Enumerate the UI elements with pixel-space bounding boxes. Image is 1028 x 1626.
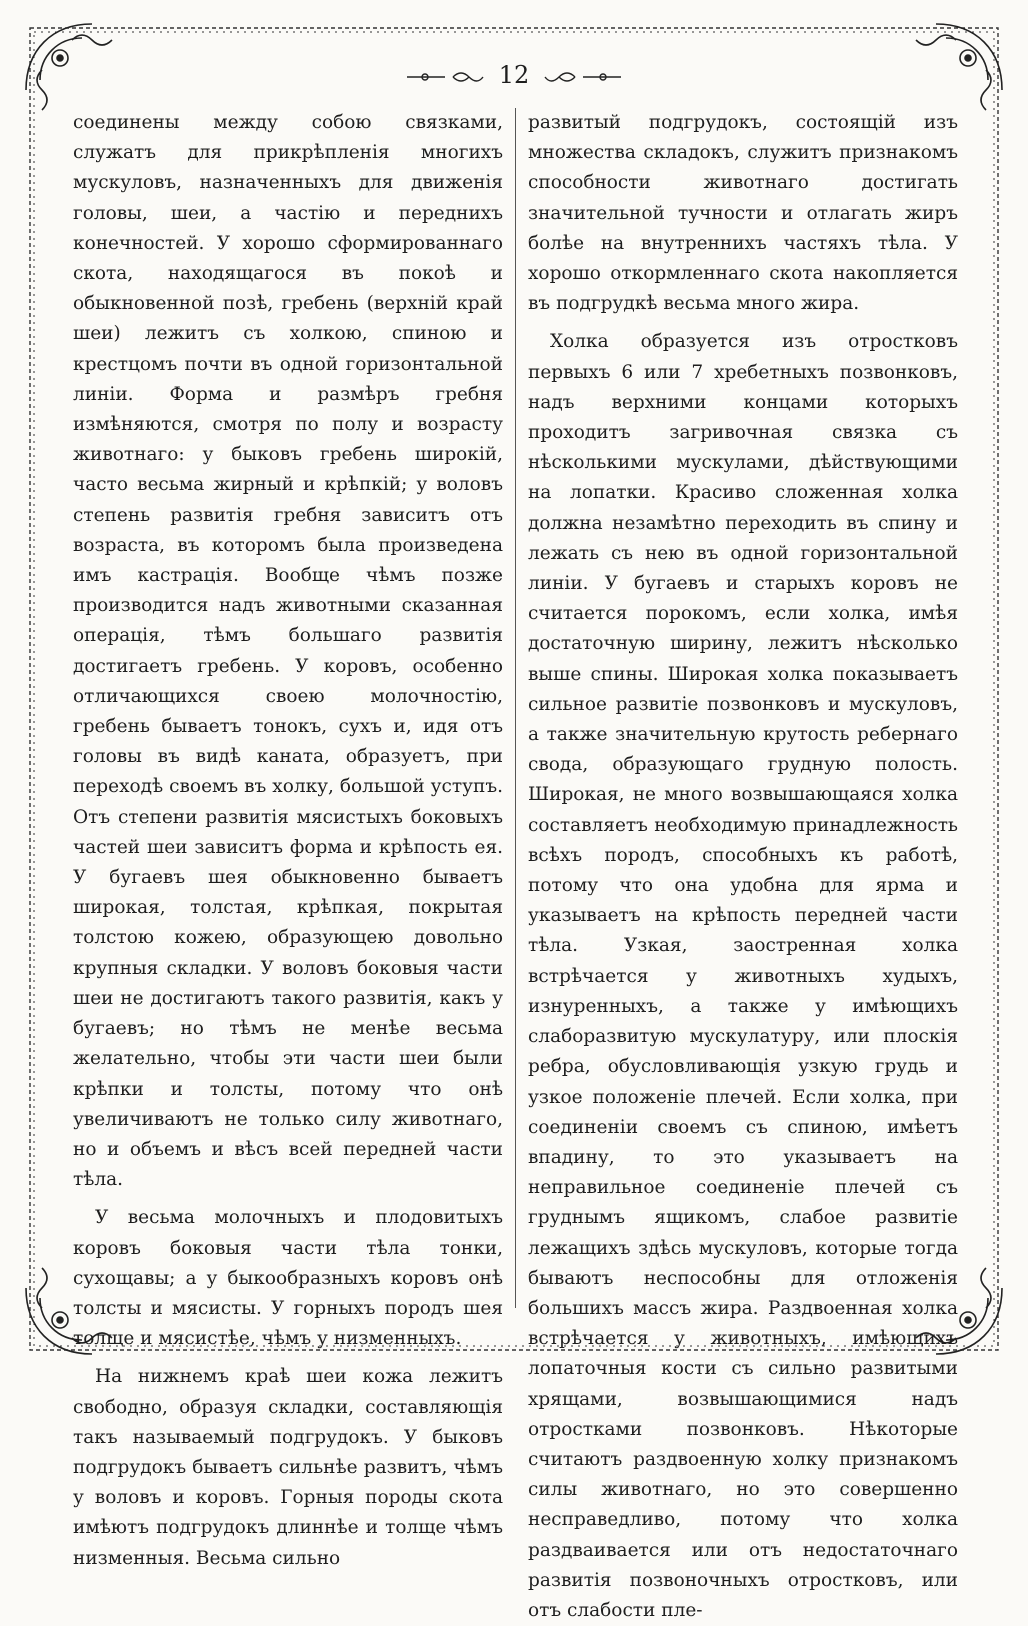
left-column xyxy=(73,108,503,1574)
paragraph: соединены между собою связками, служатъ для прикрѣпленія многихъ мускуловъ, назначенныхъ для движенія головы, шеи, а частію и переднихъ конечностей. У хорошо сформированнаго скота, находящагося въ покоѣ и обыкновенной позѣ, гребень (верхній край шеи) лежитъ съ холкою, спиною и крестцомъ почти въ одной горизонтальной линіи. Форма и размѣръ гребня измѣняются, смотря по полу и возрасту животнаго: у быковъ гребень широкій, часто весьма жирный и крѣпкій; у воловъ степень развитія гребня зависитъ отъ возраста, въ которомъ была произведена имъ кастрація. Вообще чѣмъ позже производится надъ животными сказанная операція, тѣмъ большаго развитія достигаетъ гребень. У коровъ, особенно отличающихся своею молочностію, гребень бываетъ тонокъ, сухъ и, идя отъ головы въ видѣ каната, образуетъ, при переходѣ своемъ въ холку, большой уступъ. Отъ степени развитія мясистыхъ боковыхъ частей шеи зависитъ форма и крѣпость ея. У бугаевъ шея обыкновенно бываетъ широкая, толстая, крѣпкая, покрытая толстою кожею, образующею довольно крупныя складки. У воловъ боковыя части шеи не достигаютъ такого развитія, какъ у бугаевъ; но тѣмъ не менѣе весьма желательно, чтобы эти части шеи были крѣпки и толсты, потому что онѣ увеличиваютъ не только силу животнаго, но и объемъ и вѣсъ всей передней части тѣла. xyxy=(73,112,503,1191)
paragraph: развитый подгрудокъ, состоящій изъ множества складокъ, служитъ признакомъ способности животнаго достигать значительной тучности и отлагать жиръ болѣе на внутреннихъ частяхъ тѣла. У хорошо откормленнаго скота накопляется въ подгрудкѣ весьма много жира. xyxy=(528,112,958,315)
flourish-left-icon xyxy=(405,69,485,85)
paragraph: У весьма молочныхъ и плодовитыхъ коровъ боковыя части тѣла тонки, сухощавы; а у быкообразныхъ коровъ онѣ толсты и мясисты. У горныхъ породъ шея толще и мясистѣе, чѣмъ у низменныхъ. xyxy=(73,1207,503,1350)
column-divider xyxy=(515,108,516,1308)
right-column xyxy=(528,108,958,1626)
paragraph: На нижнемъ краѣ шеи кожа лежитъ свободно, образуя складки, составляющія такъ называемый подгрудокъ. У быковъ подгрудокъ бываетъ сильнѣе развитъ, чѣмъ у воловъ и коровъ. Горныя породы скота имѣютъ подгрудокъ длиннѣе и толще чѣмъ низменныя. Весьма сильно xyxy=(73,1366,503,1569)
flourish-right-icon xyxy=(543,69,623,85)
page-number-header xyxy=(0,60,1028,90)
paragraph: Холка образуется изъ отростковъ первыхъ 6 или 7 хребетныхъ позвонковъ, надъ верхними концами которыхъ проходитъ загривочная связка съ нѣсколькими мускулами, дѣйствующими на лопатки. Красиво сложенная холка должна незамѣтно переходить въ спину и лежать съ нею въ одной горизонтальной линіи. У бугаевъ и старыхъ коровъ не считается порокомъ, если холка, имѣя достаточную ширину, лежитъ нѣсколько выше спины. Широкая холка показываетъ сильное развитіе позвонковъ и мускуловъ, а также значительную крутость ребернаго свода, образующаго грудную полость. Широкая, не много возвышающаяся холка составляетъ необходимую принадлежность всѣхъ породъ, способныхъ къ работѣ, потому что она удобна для ярма и указываетъ на крѣпость передней части тѣла. Узкая, заостренная холка встрѣчается у животныхъ худыхъ, изнуренныхъ, а также у имѣющихъ слаборазвитую мускулатуру, или плоскія ребра, обусловливающія узкую грудь и узкое положеніе плечей. Если холка, при соединеніи своемъ съ спиною, имѣетъ впадину, то это указываетъ на неправильное соединеніе плечей съ груднымъ ящикомъ, слабое развитіе лежащихъ здѣсь мускуловъ, которые тогда бываютъ неспособны для отложенія большихъ массъ жира. Раздвоенная холка встрѣчается у животныхъ, имѣющихъ лопаточныя кости съ сильно развитыми хрящами, возвышающимися надъ отростками позвонковъ. Нѣкоторые считаютъ раздвоенную холку признакомъ силы животнаго, но это совершенно несправедливо, потому что холка раздваивается или отъ недостаточнаго развитія позвоночныхъ отростковъ, или отъ слабости пле- xyxy=(528,331,958,1621)
page-number: 12 xyxy=(498,61,530,89)
